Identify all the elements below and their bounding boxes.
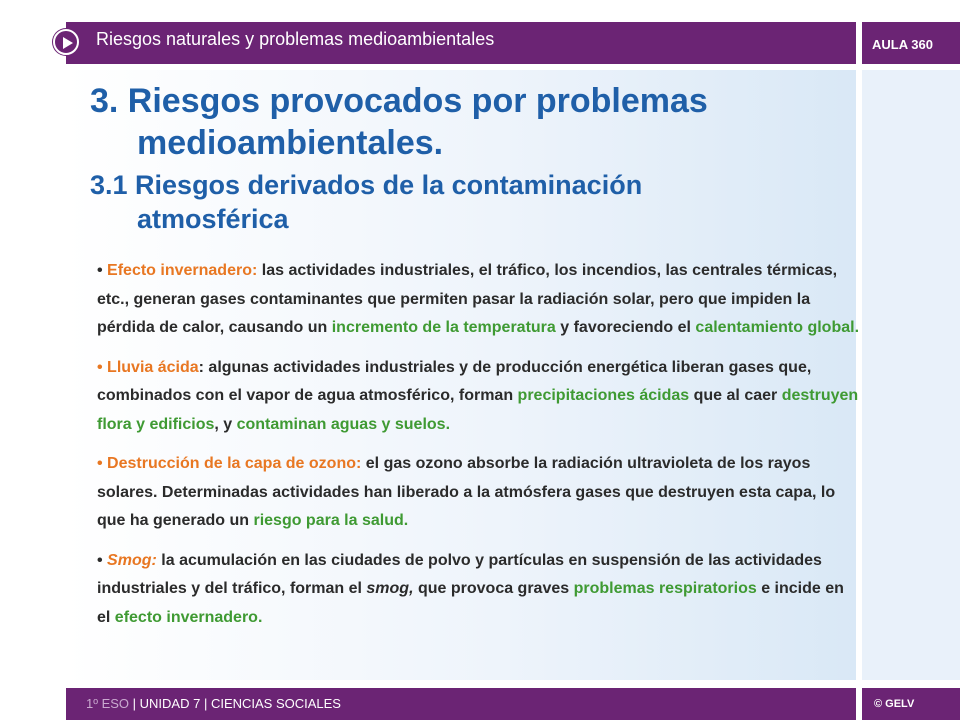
bullet-greenhouse (97, 257, 859, 343)
bullet-text: las actividades industriales, el tráfico, los incendios, las centrales térmicas, etc., generan gases contaminantes que permiten pasar la radiación solar, pero que impiden la pérdida de calor, causando un (97, 262, 838, 336)
footer-text (86, 696, 341, 711)
footer-level: 1º ESO (86, 696, 130, 711)
bullet-list (97, 257, 859, 643)
slide-title-line2: medioambientales. (137, 124, 444, 162)
highlight-text: calentamiento global. (695, 319, 860, 336)
slide-subtitle-line2: atmosférica (137, 204, 289, 234)
term-acid-rain: Lluvia ácida (107, 358, 199, 376)
bullet-text: : algunas actividades industriales y de producción energética liberan gases que, combinados con el vapor de agua atmosférico, forman (97, 358, 812, 404)
play-arrow-icon[interactable] (53, 29, 79, 55)
bullet-text: y favoreciendo el (555, 319, 696, 336)
highlight-text: incremento de la temperatura (331, 319, 556, 336)
slide-title-line1: 3. Riesgos provocados por problemas (90, 82, 708, 120)
bullet-text-italic: smog, (366, 580, 414, 597)
bullet-marker: • (97, 455, 108, 472)
highlight-text: destruyen flora y edificios (97, 387, 859, 433)
highlight-text: problemas respiratorios (573, 580, 757, 597)
slide-subtitle-line1: 3.1 Riesgos derivados de la contaminación (90, 170, 643, 200)
highlight-text: riesgo para la salud. (253, 512, 409, 529)
term-smog: Smog: (107, 551, 157, 569)
bullet-text: el gas ozono absorbe la radiación ultravioleta de los rayos solares. Determinadas actividades han liberado a la atmósfera gases que destruyen esta capa, lo que ha generado un (97, 455, 836, 529)
slide-title (90, 80, 850, 164)
bullet-ozone (97, 450, 859, 536)
bullet-text: que provoca graves (413, 580, 574, 597)
bullet-text: , y (214, 415, 237, 433)
header-title: Riesgos naturales y problemas medioambientales (96, 29, 495, 49)
highlight-text: efecto invernadero. (114, 608, 263, 626)
footer-separator: | (129, 696, 140, 711)
aula-badge: AULA 360 (872, 37, 933, 52)
highlight-text: contaminan aguas y suelos. (236, 415, 451, 433)
bullet-text: que al caer (689, 387, 782, 404)
bullet-marker: • (97, 358, 108, 376)
copyright: © GELV (874, 698, 915, 710)
bullet-marker: • (97, 551, 108, 569)
highlight-text: precipitaciones ácidas (517, 387, 690, 404)
bullet-text: la acumulación en las ciudades de polvo y partículas en suspensión de las actividades industriales y del tráfico, forman el (97, 551, 822, 597)
bullet-smog (97, 547, 859, 633)
bullet-acid-rain (97, 354, 859, 440)
bullet-marker: • (97, 262, 108, 279)
bullet-text: e incide en el (97, 580, 844, 626)
term-ozone: Destrucción de la capa de ozono: (107, 455, 362, 472)
slide-subtitle (90, 168, 850, 236)
footer-unit: UNIDAD 7 (139, 696, 201, 711)
term-greenhouse: Efecto invernadero: (107, 262, 258, 279)
side-panel (862, 70, 960, 680)
footer-subject: | CIENCIAS SOCIALES (200, 696, 341, 711)
